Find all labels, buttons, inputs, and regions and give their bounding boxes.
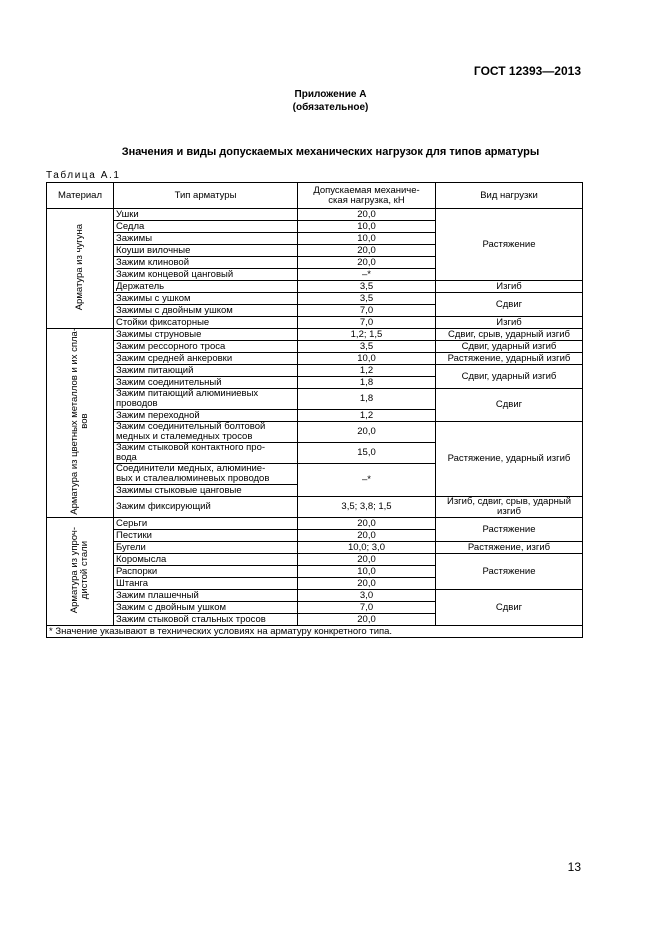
load-cell: 7,0	[298, 305, 436, 317]
kind-cell-line: Изгиб, сдвиг, срыв, ударный	[446, 496, 572, 507]
kind-cell: Изгиб	[436, 281, 583, 293]
kind-cell: Сдвиг	[436, 293, 583, 317]
type-cell	[114, 389, 298, 410]
table-row	[47, 518, 583, 530]
type-cell: Коуши вилочные	[114, 245, 298, 257]
kind-cell	[436, 497, 583, 518]
table-row	[47, 209, 583, 221]
appendix-status: (обязательное)	[292, 102, 369, 113]
page-number: 13	[567, 860, 581, 874]
kind-cell: Сдвиг, срыв, ударный изгиб	[436, 329, 583, 341]
table-row	[47, 317, 583, 329]
column-header-load-line: Допускаемая механиче-	[313, 184, 420, 196]
type-cell-line: проводов	[116, 398, 158, 409]
type-cell: Зажим рессорного троса	[114, 341, 298, 353]
table-row	[47, 341, 583, 353]
type-cell: Зажим клиновой	[114, 257, 298, 269]
table-row	[47, 389, 583, 410]
table-row	[47, 329, 583, 341]
load-cell: 20,0	[298, 614, 436, 626]
kind-cell: Растяжение	[436, 554, 583, 590]
load-cell: 1,2	[298, 365, 436, 377]
load-cell: –*	[298, 464, 436, 497]
kind-cell: Сдвиг, ударный изгиб	[436, 341, 583, 353]
material-cell-steel	[47, 518, 114, 626]
type-cell: Зажимы с двойным ушком	[114, 305, 298, 317]
type-cell-line: Соединители медных, алюминие-	[116, 463, 266, 474]
type-cell: Зажим с двойным ушком	[114, 602, 298, 614]
footnote: * Значение указывают в технических условиях на арматуру конкретного типа.	[47, 626, 583, 638]
table-row	[47, 365, 583, 377]
type-cell: Зажимы с ушком	[114, 293, 298, 305]
table-row	[47, 293, 583, 305]
load-cell: 20,0	[298, 257, 436, 269]
load-cell: 3,5	[298, 341, 436, 353]
kind-cell: Растяжение, ударный изгиб	[436, 422, 583, 497]
column-header-kind: Вид нагрузки	[436, 183, 583, 209]
type-cell: Распорки	[114, 566, 298, 578]
load-cell: 1,2	[298, 410, 436, 422]
load-cell: 20,0	[298, 209, 436, 221]
type-cell: Зажимы стыковые цанговые	[114, 485, 298, 497]
kind-cell: Изгиб	[436, 317, 583, 329]
type-cell: Бугели	[114, 542, 298, 554]
material-label-line: дистой стали	[79, 540, 90, 600]
footnote-row	[47, 626, 583, 638]
load-cell: 20,0	[298, 578, 436, 590]
type-cell: Зажим стыковой стальных тросов	[114, 614, 298, 626]
table-header-row	[47, 183, 583, 209]
material-label-line: вов	[79, 413, 90, 430]
type-cell: Коромысла	[114, 554, 298, 566]
type-cell-line: Зажим соединительный болтовой	[116, 421, 266, 432]
type-cell: Штанга	[114, 578, 298, 590]
column-header-type: Тип арматуры	[114, 183, 298, 209]
load-cell: 10,0	[298, 566, 436, 578]
kind-cell-line: изгиб	[497, 506, 521, 517]
table-row	[47, 497, 583, 518]
load-cell: 3,5	[298, 281, 436, 293]
kind-cell: Сдвиг	[436, 389, 583, 422]
column-header-material: Материал	[47, 183, 114, 209]
type-cell-line: Зажим питающий алюминиевых	[116, 388, 259, 399]
load-cell: 3,0	[298, 590, 436, 602]
table-label: Таблица А.1	[46, 170, 121, 181]
type-cell-line: вых и сталеалюминевых проводов	[116, 473, 270, 484]
load-cell: 10,0; 3,0	[298, 542, 436, 554]
material-label	[70, 328, 90, 515]
table-row	[47, 590, 583, 602]
kind-cell: Растяжение	[436, 518, 583, 542]
column-header-load-line: ская нагрузка, кН	[328, 194, 405, 206]
load-cell: 1,8	[298, 389, 436, 410]
type-cell: Пестики	[114, 530, 298, 542]
appendix-title: Приложение А	[294, 89, 367, 100]
column-header-load	[298, 183, 436, 209]
load-cell: 10,0	[298, 353, 436, 365]
load-cell: 7,0	[298, 602, 436, 614]
type-cell: Зажимы струновые	[114, 329, 298, 341]
loads-table	[46, 182, 583, 638]
load-cell: 15,0	[298, 443, 436, 464]
material-label-line: Арматура из цветных металлов и их спла-	[69, 328, 80, 515]
table-row	[47, 281, 583, 293]
type-cell: Зажим соединительный	[114, 377, 298, 389]
table-row	[47, 422, 583, 443]
table-row	[47, 542, 583, 554]
type-cell-line: Зажим стыковой контактного про-	[116, 442, 266, 453]
type-cell: Ушки	[114, 209, 298, 221]
load-cell: 20,0	[298, 554, 436, 566]
type-cell: Зажим питающий	[114, 365, 298, 377]
type-cell: Серьги	[114, 518, 298, 530]
material-cell-nonferrous	[47, 329, 114, 518]
load-cell: 7,0	[298, 317, 436, 329]
kind-cell: Растяжение	[436, 209, 583, 281]
table-row	[47, 554, 583, 566]
kind-cell: Сдвиг, ударный изгиб	[436, 365, 583, 389]
load-cell: 20,0	[298, 530, 436, 542]
type-cell: Стойки фиксаторные	[114, 317, 298, 329]
load-cell: 10,0	[298, 233, 436, 245]
table-heading: Значения и виды допускаемых механических нагрузок для типов арматуры	[121, 146, 540, 158]
material-label	[70, 527, 90, 613]
load-cell: 1,8	[298, 377, 436, 389]
document-code: ГОСТ 12393—2013	[473, 64, 581, 78]
load-cell: 1,2; 1,5	[298, 329, 436, 341]
table-row	[47, 353, 583, 365]
type-cell: Держатель	[114, 281, 298, 293]
type-cell: Седла	[114, 221, 298, 233]
type-cell: Зажим плашечный	[114, 590, 298, 602]
load-cell: 10,0	[298, 221, 436, 233]
material-label-line: Арматура из упроч-	[69, 526, 80, 614]
load-cell: 20,0	[298, 518, 436, 530]
load-cell: 3,5	[298, 293, 436, 305]
kind-cell: Растяжение, ударный изгиб	[436, 353, 583, 365]
kind-cell: Сдвиг	[436, 590, 583, 626]
type-cell: Зажим средней анкеровки	[114, 353, 298, 365]
type-cell-line: медных и сталемедных тросов	[116, 431, 253, 442]
load-cell: –*	[298, 269, 436, 281]
kind-cell: Растяжение, изгиб	[436, 542, 583, 554]
load-cell: 20,0	[298, 245, 436, 257]
load-cell: 3,5; 3,8; 1,5	[298, 497, 436, 518]
type-cell: Зажим концевой цанговый	[114, 269, 298, 281]
type-cell: Зажимы	[114, 233, 298, 245]
load-cell: 20,0	[298, 422, 436, 443]
type-cell: Зажим переходной	[114, 410, 298, 422]
type-cell	[114, 464, 298, 485]
material-cell-cast-iron	[47, 209, 114, 329]
type-cell	[114, 443, 298, 464]
type-cell	[114, 422, 298, 443]
material-label: Арматура из чугуна	[74, 223, 85, 311]
type-cell-line: вода	[116, 452, 137, 463]
type-cell: Зажим фиксирующий	[114, 497, 298, 518]
